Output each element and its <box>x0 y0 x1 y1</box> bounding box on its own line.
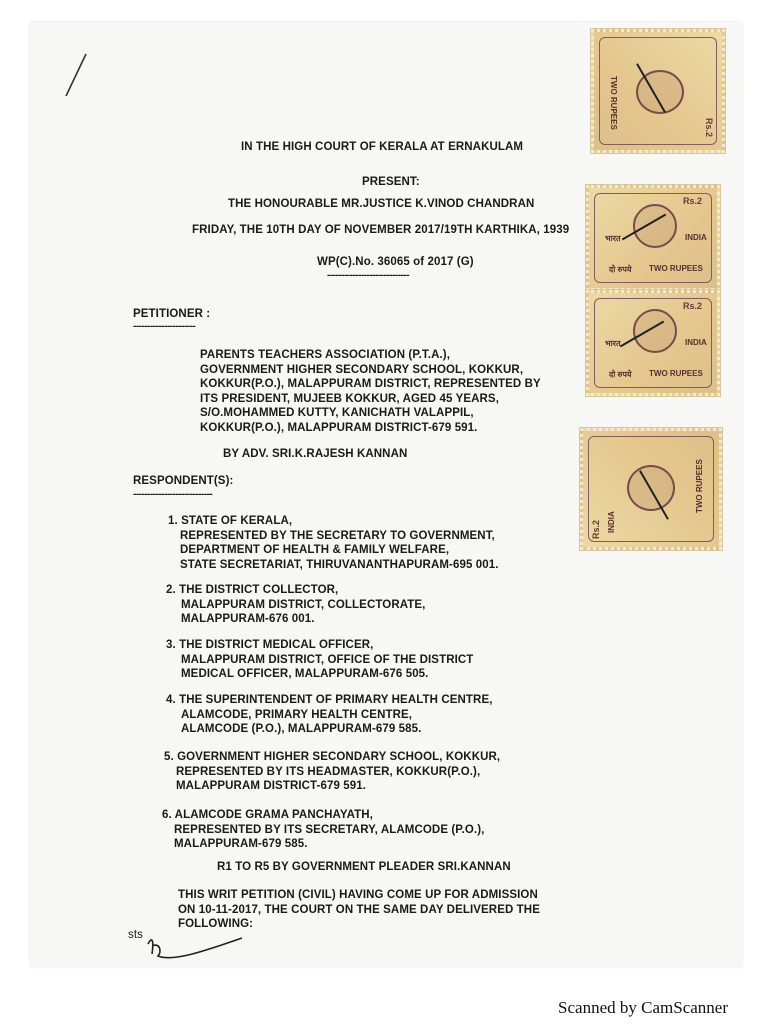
revenue-stamp-1 <box>591 29 725 153</box>
preamble-line: FOLLOWING: <box>178 918 254 930</box>
stamp-bharat: भारत <box>605 234 621 243</box>
scanner-watermark: Scanned by CamScanner <box>558 998 728 1017</box>
document-page <box>30 22 742 967</box>
stamp-denomination: TWO RUPEES <box>649 264 703 273</box>
stamp-hindi: दो रुपये <box>609 265 632 274</box>
respondents-heading: RESPONDENT(S): <box>133 475 234 487</box>
petitioner-line: KOKKUR(P.O.), MALAPPURAM DISTRICT, REPRESENTED BY <box>200 378 541 390</box>
respondent-line: 3. THE DISTRICT MEDICAL OFFICER, <box>166 639 374 651</box>
respondent-line: REPRESENTED BY ITS HEADMASTER, KOKKUR(P.O.), <box>176 765 481 778</box>
respondent-line: ALAMCODE (P.O.), MALAPPURAM-679 585. <box>181 723 422 735</box>
hearing-date: FRIDAY, THE 10TH DAY OF NOVEMBER 2017/19TH KARTHIKA, 1939 <box>192 224 570 236</box>
respondent-2 <box>166 583 425 627</box>
preamble-line: THIS WRIT PETITION (CIVIL) HAVING COME UP FOR ADMISSION <box>178 889 538 901</box>
respondent-line: MALAPPURAM DISTRICT, COLLECTORATE, <box>181 598 426 611</box>
respondent-4 <box>166 693 493 737</box>
respondent-line: REPRESENTED BY THE SECRETARY TO GOVERNMENT, <box>180 529 495 542</box>
revenue-stamp-4 <box>580 428 722 550</box>
respondent-line: 2. THE DISTRICT COLLECTOR, <box>166 584 339 596</box>
respondent-line: REPRESENTED BY ITS SECRETARY, ALAMCODE (P.O.), <box>174 823 485 836</box>
court-title: IN THE HIGH COURT OF KERALA AT ERNAKULAM <box>241 141 524 153</box>
petitioner-line: GOVERNMENT HIGHER SECONDARY SCHOOL, KOKKUR, <box>200 363 524 376</box>
stamp-denomination: TWO RUPEES <box>649 369 703 378</box>
stamp-denomination: TWO RUPEES <box>609 76 618 130</box>
stamp-country: INDIA <box>607 511 616 533</box>
clerk-initials: sts <box>128 929 143 941</box>
government-pleader: R1 TO R5 BY GOVERNMENT PLEADER SRI.KANNAN <box>217 861 511 873</box>
stamp-value: Rs.2 <box>591 519 601 539</box>
petitioner-advocate: BY ADV. SRI.K.RAJESH KANNAN <box>223 448 408 460</box>
case-number-underline: ----------------------------- <box>327 270 410 281</box>
revenue-stamp-3 <box>586 290 720 396</box>
preamble-line: ON 10-11-2017, THE COURT ON THE SAME DAY DELIVERED THE <box>178 903 540 916</box>
case-number: WP(C).No. 36065 of 2017 (G) <box>317 256 474 268</box>
petitioner-block <box>200 348 541 435</box>
respondent-line: MALAPPURAM-676 001. <box>181 613 315 625</box>
respondent-1 <box>168 514 499 572</box>
stamp-hindi: दो रुपये <box>609 370 632 379</box>
judge-name: THE HONOURABLE MR.JUSTICE K.VINOD CHANDRAN <box>228 198 535 210</box>
petitioner-underline: ---------------------- <box>133 321 196 332</box>
respondent-line: MEDICAL OFFICER, MALAPPURAM-676 505. <box>181 668 429 680</box>
respondent-6 <box>162 808 484 852</box>
stamp-bharat: भारत <box>605 339 621 348</box>
respondent-line: MALAPPURAM-679 585. <box>174 838 308 850</box>
petitioner-line: ITS PRESIDENT, MUJEEB KOKKUR, AGED 45 YEARS, <box>200 392 499 405</box>
stamp-value: Rs.2 <box>704 118 714 138</box>
present-label: PRESENT: <box>362 176 420 188</box>
stamp-country: INDIA <box>685 338 707 347</box>
petitioner-line: S/O.MOHAMMED KUTTY, KANICHATH VALAPPIL, <box>200 407 474 419</box>
petitioner-line: KOKKUR(P.O.), MALAPPURAM DISTRICT-679 591. <box>200 421 478 434</box>
respondent-line: STATE SECRETARIAT, THIRUVANANTHAPURAM-695 001. <box>180 558 499 571</box>
respondent-line: 1. STATE OF KERALA, <box>168 515 293 527</box>
respondent-3 <box>166 638 473 682</box>
respondent-line: 6. ALAMCODE GRAMA PANCHAYATH, <box>162 809 373 821</box>
respondents-underline: ---------------------------- <box>133 489 213 500</box>
stamp-value: Rs.2 <box>683 196 703 206</box>
respondent-line: DEPARTMENT OF HEALTH & FAMILY WELFARE, <box>180 544 450 556</box>
petitioner-line: PARENTS TEACHERS ASSOCIATION (P.T.A.), <box>200 349 451 361</box>
respondent-line: 5. GOVERNMENT HIGHER SECONDARY SCHOOL, KOKKUR, <box>164 751 501 763</box>
respondent-line: MALAPPURAM DISTRICT, OFFICE OF THE DISTRICT <box>181 653 474 666</box>
stamp-denomination: TWO RUPEES <box>695 459 704 513</box>
respondent-5 <box>164 750 500 794</box>
pen-mark <box>60 52 90 102</box>
stamp-country: INDIA <box>685 233 707 242</box>
order-preamble <box>178 888 540 932</box>
stamp-value: Rs.2 <box>683 301 703 311</box>
respondent-line: 4. THE SUPERINTENDENT OF PRIMARY HEALTH CENTRE, <box>166 694 493 706</box>
revenue-stamp-2 <box>586 185 720 291</box>
signature-mark <box>142 932 252 966</box>
respondent-line: MALAPPURAM DISTRICT-679 591. <box>176 780 367 792</box>
respondent-line: ALAMCODE, PRIMARY HEALTH CENTRE, <box>181 708 413 721</box>
petitioner-heading: PETITIONER : <box>133 308 211 320</box>
